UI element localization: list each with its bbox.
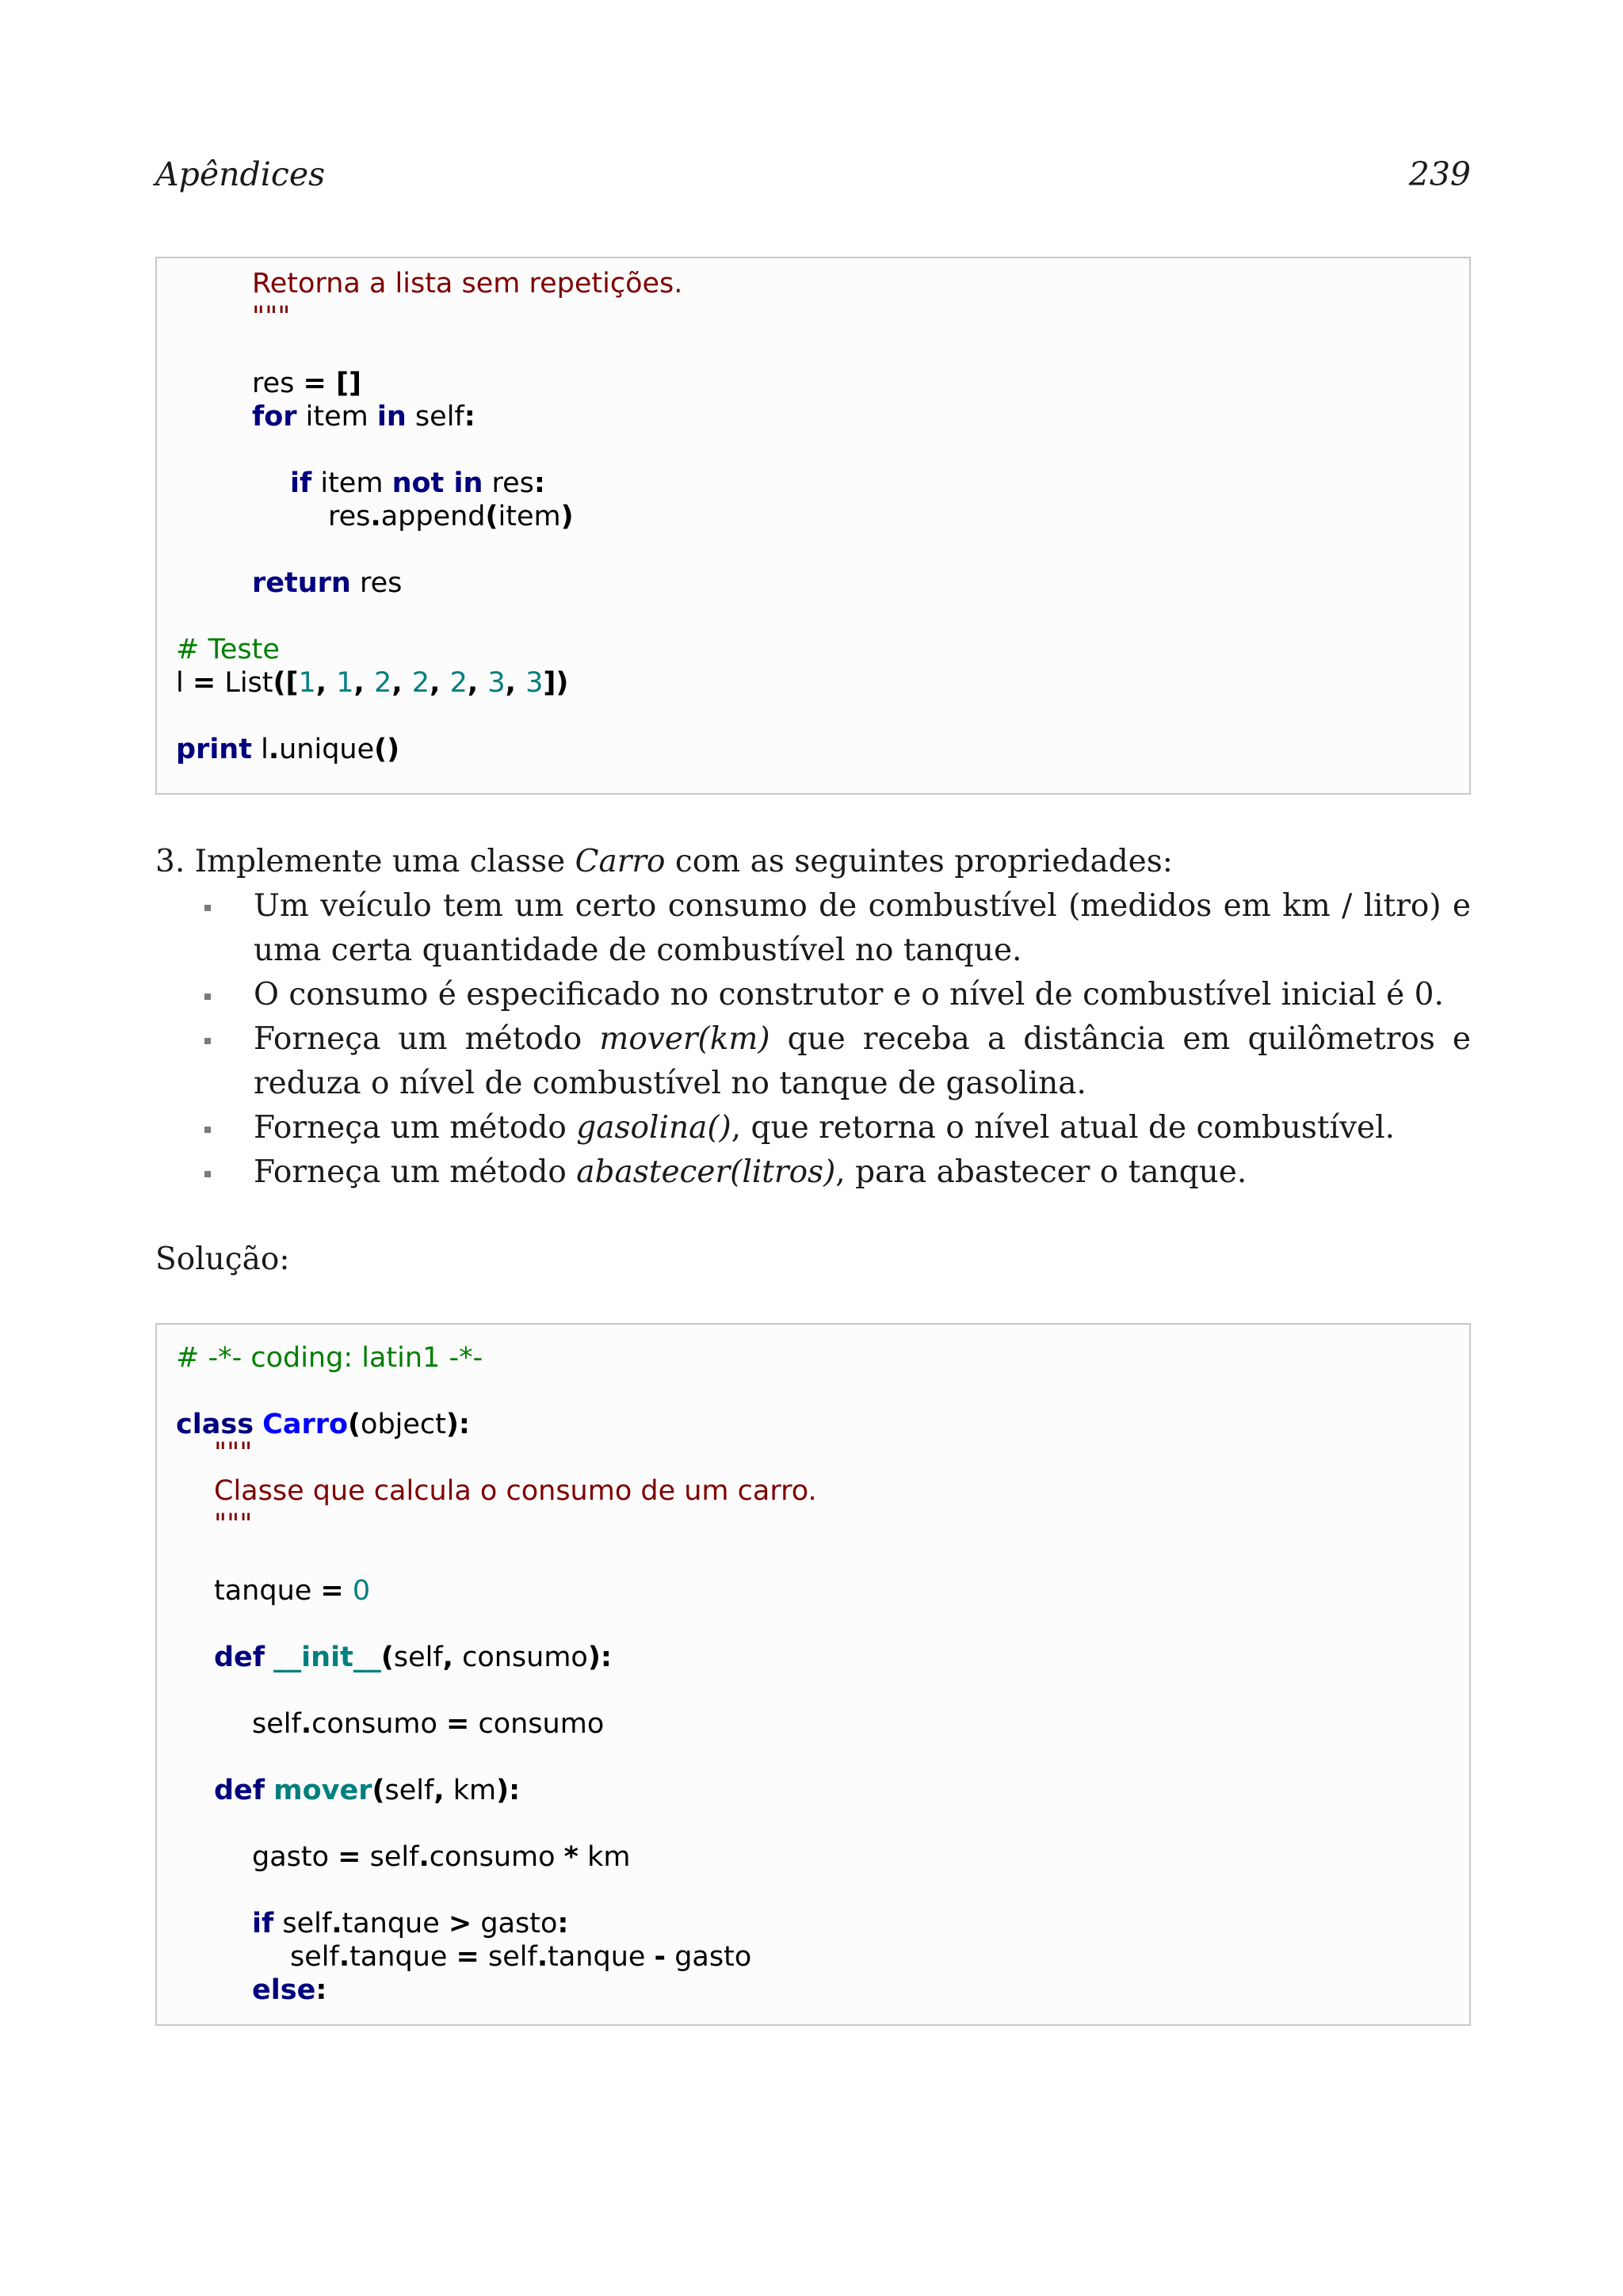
exercise-statement [155, 840, 1471, 884]
code-token: ([ [273, 667, 299, 699]
page-number: 239 [1408, 155, 1471, 193]
code-token: ( [372, 1775, 385, 1806]
code-token: tanque [342, 1908, 449, 1939]
code-token: self [384, 1775, 434, 1806]
code-token: in [376, 401, 407, 433]
code-token: > [448, 1908, 472, 1939]
requirement-text: Forneça um método [254, 1154, 577, 1190]
requirement-item [155, 884, 1471, 973]
code-token: return [252, 567, 351, 599]
code-token: item [311, 467, 392, 499]
code-token: ( [485, 501, 498, 532]
code-token: if [290, 467, 312, 499]
code-token: self [393, 1642, 443, 1673]
requirements-list [155, 884, 1471, 1195]
requirement-item [155, 1150, 1471, 1195]
code-line [290, 1939, 751, 1974]
code-line [176, 732, 399, 767]
bullet-marker-icon [204, 994, 211, 1000]
code-token: object [361, 1409, 446, 1440]
code-line [214, 1640, 612, 1675]
section-title: Apêndices [155, 155, 326, 193]
code-token [344, 1575, 353, 1607]
code-token: 2 [449, 667, 468, 699]
code-token: unique [279, 734, 375, 765]
code-token: def [214, 1775, 265, 1806]
code-token: """ [252, 301, 291, 333]
code-line [252, 399, 475, 434]
code-token: , [505, 667, 526, 699]
code-token: self [273, 1908, 332, 1939]
code-token: self [252, 1708, 301, 1740]
code-token: Retorna a lista sem repetições. [252, 268, 683, 299]
exercise-text-after: com as seguintes propriedades: [665, 844, 1173, 879]
code-token: self [406, 401, 464, 433]
code-line [176, 666, 568, 700]
code-token: 1 [298, 667, 316, 699]
code-line [252, 1707, 604, 1741]
code-line [214, 1507, 252, 1542]
code-token: ( [348, 1409, 361, 1440]
bullet-marker-icon [204, 1038, 211, 1044]
code-line [214, 1436, 252, 1470]
code-token: consumo [311, 1708, 447, 1740]
code-token: km [444, 1775, 497, 1806]
code-token: gasto [666, 1941, 752, 1973]
code-token: . [537, 1941, 548, 1973]
code-token: tanque [214, 1575, 321, 1607]
requirement-text: , que retorna o nível atual de combustível. [731, 1110, 1395, 1146]
code-line [252, 1840, 630, 1875]
code-token [265, 1642, 273, 1673]
solution-label: Solução: [155, 1241, 290, 1277]
code-line [328, 499, 574, 534]
code-token: 3 [525, 667, 544, 699]
code-token: """ [214, 1437, 253, 1469]
requirement-text: Um veículo tem um certo consumo de combustível (medidos em km / litro) e uma certa quantidade de combustível no tanque. [254, 888, 1471, 968]
code-token: mover [273, 1775, 372, 1806]
code-token: . [370, 501, 381, 532]
code-line [252, 299, 290, 334]
code-line [252, 366, 361, 401]
code-token: ): [587, 1642, 612, 1673]
code-token: gasto [472, 1908, 558, 1939]
requirement-item [155, 1017, 1471, 1106]
code-token: , [391, 667, 412, 699]
requirement-text: que receba a distância em quilômetros e reduza o nível de combustível no tanque de gasolina. [254, 1021, 1472, 1101]
code-line [252, 1973, 327, 2008]
code-token: 2 [411, 667, 430, 699]
method-name: gasolina() [576, 1110, 731, 1146]
code-line [214, 1474, 817, 1508]
code-token: 1 [336, 667, 354, 699]
code-token: Carro [262, 1409, 349, 1440]
code-token: l [176, 667, 193, 699]
code-token: res [350, 567, 403, 599]
code-token: res [328, 501, 371, 532]
code-token: ( [380, 1642, 394, 1673]
code-token: self [361, 1841, 419, 1873]
code-line [176, 632, 280, 667]
code-token: . [268, 734, 280, 765]
code-token: def [214, 1642, 265, 1673]
requirement-text: , para abastecer o tanque. [835, 1154, 1247, 1190]
code-token: tanque [548, 1941, 655, 1973]
code-token: : [464, 401, 475, 433]
code-line [252, 266, 682, 301]
bullet-marker-icon [204, 1127, 211, 1133]
bullet-marker-icon [204, 905, 211, 911]
code-token: . [300, 1708, 312, 1740]
code-token: self [290, 1941, 339, 1973]
exercise-class-name: Carro [575, 844, 666, 879]
code-token: append [380, 501, 486, 532]
requirement-text: O consumo é especificado no construtor e o nível de combustível inicial é 0. [254, 977, 1444, 1013]
code-token: 2 [374, 667, 392, 699]
code-token: tanque [349, 1941, 456, 1973]
code-token: 0 [352, 1575, 371, 1607]
code-token: for [252, 401, 297, 433]
code-token: = [320, 1575, 344, 1607]
requirement-text: Forneça um método [254, 1021, 600, 1057]
code-token: ) [560, 501, 574, 532]
requirement-item [155, 973, 1471, 1017]
code-token: . [338, 1941, 350, 1973]
code-token [265, 1775, 273, 1806]
code-token: = [456, 1941, 479, 1973]
code-token: . [418, 1841, 430, 1873]
running-head [155, 155, 1471, 203]
code-token: () [374, 734, 400, 765]
code-line [214, 1573, 370, 1608]
code-token: : [533, 467, 545, 499]
code-token: . [331, 1908, 342, 1939]
code-token: item [296, 401, 377, 433]
code-token: , [433, 1775, 445, 1806]
code-token: : [315, 1974, 327, 2006]
code-line [252, 1906, 568, 1941]
code-block-unique [155, 257, 1471, 795]
code-token: consumo [469, 1708, 605, 1740]
code-token: = [446, 1708, 470, 1740]
code-token: , [442, 1642, 453, 1673]
code-token: = [] [303, 368, 362, 399]
code-token: class [176, 1409, 254, 1440]
code-token: # -*- coding: latin1 -*- [176, 1342, 483, 1374]
code-token: print [176, 734, 252, 765]
code-token: , [315, 667, 337, 699]
code-line [214, 1773, 520, 1808]
code-token: , [353, 667, 375, 699]
code-token: , [430, 667, 450, 699]
code-token: not in [391, 467, 483, 499]
code-token: ): [445, 1409, 470, 1440]
code-line [290, 466, 545, 501]
code-token: = [338, 1841, 361, 1873]
code-token: l [251, 734, 269, 765]
code-token: res [483, 467, 534, 499]
code-token: res [252, 368, 304, 399]
code-token: ]) [543, 667, 569, 699]
code-token: : [557, 1908, 569, 1939]
code-token: km [578, 1841, 631, 1873]
code-line [176, 1341, 483, 1375]
code-token: else [252, 1974, 316, 2006]
exercise-text-before: 3. Implemente uma classe [155, 844, 575, 879]
code-token: 3 [487, 667, 506, 699]
code-token: , [467, 667, 488, 699]
code-line [252, 566, 402, 601]
code-token: if [252, 1908, 274, 1939]
code-token: __init__ [273, 1642, 381, 1673]
code-token: = [192, 667, 216, 699]
code-token: """ [214, 1508, 253, 1540]
code-token: ): [496, 1775, 521, 1806]
method-name: mover(km) [599, 1021, 770, 1057]
code-token: self [479, 1941, 537, 1973]
code-token: Classe que calcula o consumo de um carro. [214, 1475, 817, 1507]
code-token [254, 1409, 262, 1440]
code-token: gasto [252, 1841, 338, 1873]
code-block-carro [155, 1323, 1471, 2026]
method-name: abastecer(litros) [576, 1154, 836, 1190]
code-token: List [216, 667, 273, 699]
code-token: consumo [453, 1642, 588, 1673]
requirement-text: Forneça um método [254, 1110, 577, 1146]
code-token: * [563, 1841, 579, 1873]
bullet-marker-icon [204, 1171, 211, 1177]
code-token: - [654, 1941, 666, 1973]
requirement-item [155, 1106, 1471, 1150]
code-token: # Teste [176, 634, 280, 666]
code-token: item [498, 501, 561, 532]
code-token: consumo [429, 1841, 564, 1873]
